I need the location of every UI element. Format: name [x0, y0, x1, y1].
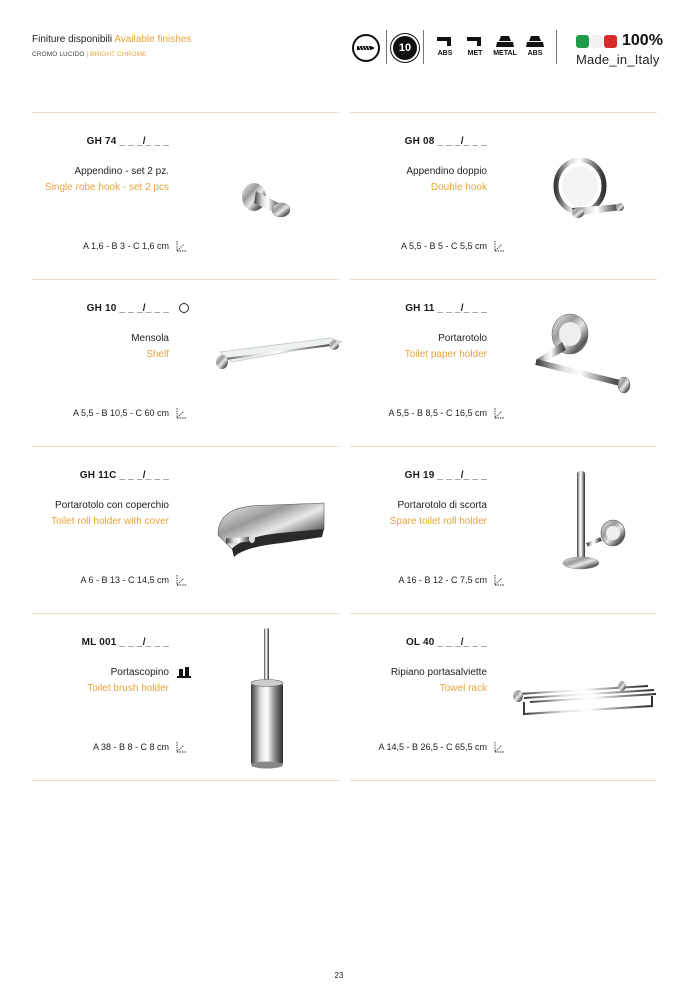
- product-dimensions: A 14,5 - B 26,5 - C 65,5 cm: [378, 742, 487, 752]
- badge-divider: [423, 30, 424, 64]
- circle-icon: [179, 303, 189, 313]
- material-abs-icon: ABS: [430, 34, 460, 57]
- product-card: [32, 113, 339, 279]
- product-code: GH 19 _ _ _/_ _ _: [404, 470, 487, 481]
- finishes-title: [32, 34, 662, 45]
- product-name-italian: Ripiano portasalviette: [390, 667, 487, 678]
- product-dimensions: A 5,5 - B 8,5 - C 16,5 cm: [388, 408, 487, 418]
- product-dimensions: A 5,5 - B 5 - C 5,5 cm: [400, 241, 487, 251]
- italian-flag-icon: [576, 35, 618, 48]
- product-name-english: Toilet paper holder: [404, 349, 487, 360]
- finish-english: | BRIGHT CHROME: [84, 51, 147, 58]
- row-divider: [350, 780, 657, 781]
- material-abs2-icon: ABS: [520, 34, 550, 57]
- badge-divider: [556, 30, 557, 64]
- product-card: [350, 280, 657, 446]
- single-hook-photo: [232, 175, 302, 225]
- product-name-english: Spare toilet roll holder: [389, 516, 487, 527]
- product-name-italian: Portarotolo di scorta: [397, 500, 487, 511]
- product-name-english: Towel rack: [439, 683, 487, 694]
- dimensions-icon: [493, 239, 507, 253]
- finishes-english: Available finishes: [114, 34, 192, 45]
- floor-standing-icon: [177, 666, 191, 678]
- dimensions-icon: [175, 406, 189, 420]
- toilet-paper-holder-photo: [532, 312, 637, 400]
- screw-mounting-icon: [352, 34, 380, 62]
- product-code: GH 11 _ _ _/_ _ _: [405, 303, 487, 314]
- finishes-italian: Finiture disponibili: [32, 34, 113, 45]
- made-in-italy-badge: [576, 32, 666, 67]
- material-met-icon: MET: [460, 34, 490, 57]
- made-percent: 100%: [622, 32, 663, 49]
- double-hook-photo: [550, 158, 630, 228]
- spare-roll-holder-photo: [555, 467, 635, 572]
- product-name-italian: Portarotolo: [438, 333, 487, 344]
- product-name-italian: Portascopino: [110, 667, 169, 678]
- product-card: [32, 614, 339, 780]
- finish-name: [32, 51, 662, 58]
- covered-roll-holder-photo: [212, 499, 327, 564]
- page-header: [32, 34, 662, 74]
- towel-rack-photo: [510, 676, 658, 721]
- material-metal-icon: METAL: [490, 34, 520, 57]
- product-name-italian: Appendino doppio: [406, 166, 487, 177]
- product-name-english: Single robe hook - set 2 pcs: [45, 182, 169, 193]
- product-dimensions: A 1,6 - B 3 - C 1,6 cm: [82, 241, 169, 251]
- product-code: GH 08 _ _ _/_ _ _: [404, 136, 487, 147]
- product-dimensions: A 6 - B 13 - C 14,5 cm: [80, 575, 169, 585]
- product-dimensions: A 16 - B 12 - C 7,5 cm: [398, 575, 487, 585]
- page-number: 23: [334, 971, 344, 980]
- product-name-english: Toilet brush holder: [87, 683, 169, 694]
- dimensions-icon: [493, 740, 507, 754]
- badge-divider: [386, 30, 387, 64]
- dimensions-icon: [175, 573, 189, 587]
- dimensions-icon: [493, 406, 507, 420]
- product-name-english: Double hook: [430, 182, 487, 193]
- brush-holder-photo: [247, 626, 287, 771]
- dimensions-icon: [175, 740, 189, 754]
- product-code: GH 11C _ _ _/_ _ _: [79, 470, 169, 481]
- product-code: GH 74 _ _ _/_ _ _: [86, 136, 169, 147]
- product-dimensions: A 38 - B 8 - C 8 cm: [92, 742, 169, 752]
- product-name-italian: Mensola: [131, 333, 169, 344]
- dimensions-icon: [493, 573, 507, 587]
- feature-badges: [352, 30, 563, 70]
- product-name-italian: Appendino - set 2 pz.: [74, 166, 169, 177]
- product-card: [350, 113, 657, 279]
- row-divider: [32, 780, 339, 781]
- product-name-english: Toilet roll holder with cover: [51, 516, 169, 527]
- product-code: ML 001 _ _ _/_ _ _: [81, 637, 169, 648]
- product-card: [350, 447, 657, 613]
- made-in-italy-text: Made_in_Italy: [576, 52, 660, 67]
- dimensions-icon: [175, 239, 189, 253]
- finish-italian: CROMO LUCIDO: [32, 51, 85, 58]
- product-code: GH 10 _ _ _/_ _ _: [86, 303, 169, 314]
- product-card: [32, 447, 339, 613]
- product-card: [350, 614, 657, 780]
- ten-year-warranty-badge: 10: [393, 36, 417, 60]
- product-code: OL 40 _ _ _/_ _ _: [405, 637, 487, 648]
- product-name-english: Shelf: [146, 349, 169, 360]
- product-dimensions: A 5,5 - B 10,5 - C 60 cm: [72, 408, 169, 418]
- product-name-italian: Portarotolo con coperchio: [55, 500, 169, 511]
- product-card: [32, 280, 339, 446]
- shelf-photo: [210, 330, 345, 380]
